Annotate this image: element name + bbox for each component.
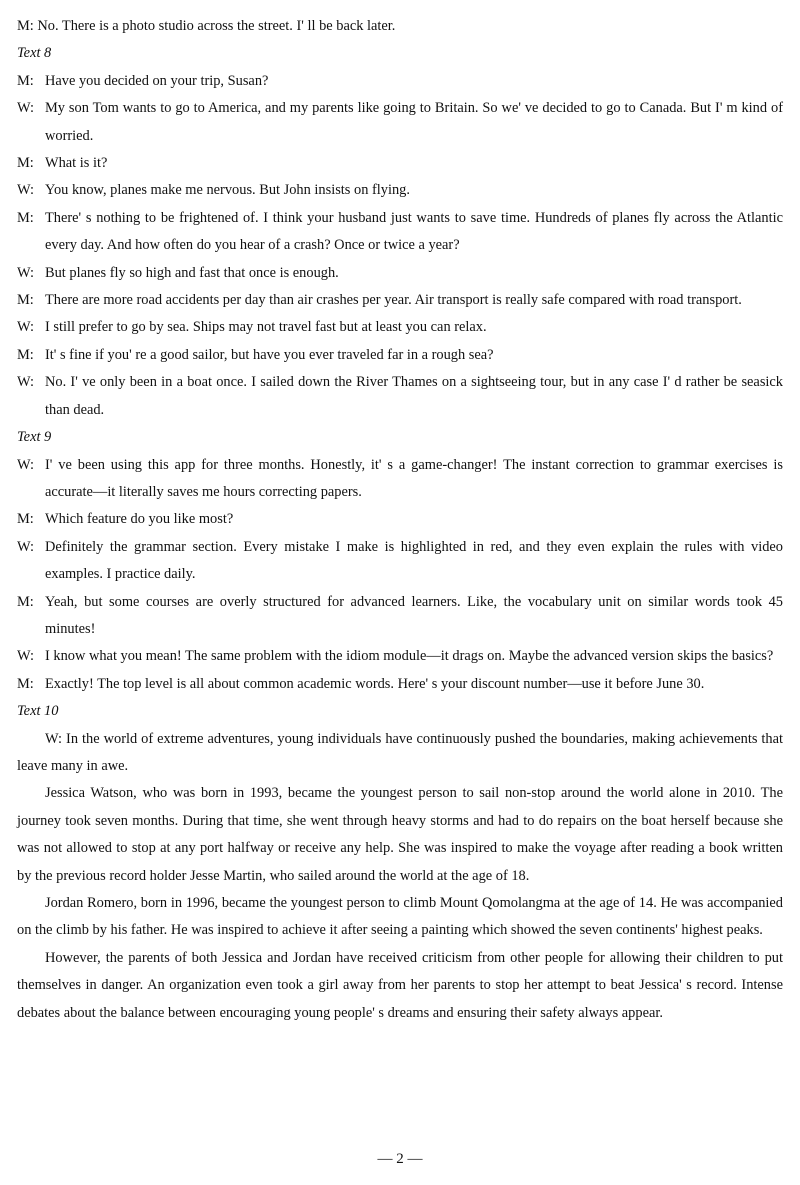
dialogue-line xyxy=(17,177,783,204)
dialogue-line xyxy=(17,589,783,644)
section-heading-text9: Text 9 xyxy=(17,429,52,446)
speaker-label: W: xyxy=(17,100,35,117)
dialogue-line xyxy=(17,314,783,341)
dialogue-text: I' ve been using this app for three months. Honestly, it' s a game-changer! The instant correction to grammar exercises is accurate—it literally saves me hours correcting papers. xyxy=(45,456,783,500)
dialogue-line xyxy=(17,534,783,589)
speaker-label: M: xyxy=(17,155,34,172)
dialogue-text: Definitely the grammar section. Every mistake I make is highlighted in red, and they even explain the rules with video examples. I practice daily. xyxy=(45,538,783,583)
dialogue-line xyxy=(17,643,783,670)
monologue-paragraph: W: In the world of extreme adventures, young individuals have continuously pushed the boundaries, making achievements that leave many in awe. xyxy=(17,730,783,774)
dialogue-text: No. I' ve only been in a boat once. I sailed down the River Thames on a sightseeing tour, but in any case I' d rather be seasick than dead. xyxy=(45,374,783,418)
dialogue-line xyxy=(17,68,783,95)
page-number: — 2 — xyxy=(377,1151,423,1167)
dialogue-text: My son Tom wants to go to America, and my parents like going to Britain. So we' ve decided to go to Canada. But I' m kind of worried. xyxy=(45,100,783,144)
dialogue-text: You know, planes make me nervous. But John insists on flying. xyxy=(45,182,410,199)
speaker-label: W: xyxy=(17,538,35,555)
dialogue-text: But planes fly so high and fast that once is enough. xyxy=(45,264,339,281)
monologue-paragraph: Jessica Watson, who was born in 1993, became the youngest person to sail non-stop around the world alone in 2010. The journey took seven months. During that time, she went through heavy storms and had to do repairs on the boat herself because she was not allowed to stop at any port halfway or receive any help. She was inspired to make the voyage after reading a book written by the previous record holder Jesse Martin, who sailed around the world at the age of 18. xyxy=(17,785,783,884)
dialogue-text: Yeah, but some courses are overly structured for advanced learners. Like, the vocabulary unit on similar words took 45 minutes! xyxy=(45,593,783,637)
dialogue-text: Which feature do you like most? xyxy=(45,511,234,528)
speaker-label: M: xyxy=(17,292,34,309)
speaker-label: M: xyxy=(17,209,34,226)
dialogue-line xyxy=(17,671,783,698)
dialogue-text: Exactly! The top level is all about common academic words. Here' s your discount number—use it before June 30. xyxy=(45,675,705,692)
dialogue-text: It' s fine if you' re a good sailor, but have you ever traveled far in a rough sea? xyxy=(45,346,494,363)
monologue-paragraph: Jordan Romero, born in 1996, became the youngest person to climb Mount Qomolangma at the age of 14. He was accompanied on the climb by his father. He was inspired to achieve it after seeing a painting which showed the seven continents' highest peaks. xyxy=(17,895,783,939)
dialogue-line xyxy=(17,205,783,260)
speaker-label: M: xyxy=(17,72,34,89)
dialogue-text: I know what you mean! The same problem with the idiom module—it drags on. Maybe the advanced version skips the basics? xyxy=(45,648,774,665)
dialogue-line xyxy=(17,342,783,369)
dialogue-text: What is it? xyxy=(45,155,108,172)
section-heading-text8: Text 8 xyxy=(17,45,52,62)
dialogue-text: There are more road accidents per day than air crashes per year. Air transport is really safe compared with road transport. xyxy=(45,292,742,309)
dialogue-text: There' s nothing to be frightened of. I think your husband just wants to save time. Hundreds of planes fly across the Atlantic every day. And how often do you hear of a crash? Once or twice a year? xyxy=(45,209,783,254)
dialogue-line xyxy=(17,287,783,314)
speaker-label: W: xyxy=(17,648,35,665)
speaker-label: M: xyxy=(17,675,34,692)
dialogue-text: I still prefer to go by sea. Ships may not travel fast but at least you can relax. xyxy=(45,319,487,336)
speaker-label: M: xyxy=(17,346,34,363)
speaker-label: M: xyxy=(17,593,34,610)
dialogue-line xyxy=(17,506,783,533)
monologue-paragraph: However, the parents of both Jessica and Jordan have received criticism from other people for allowing their children to put themselves in danger. An organization even took a girl away from her parents to stop her attempt to beat Jessica' s record. Intense debates about the balance between encouraging young people' s dreams and ensuring their safety always appear. xyxy=(17,949,783,1021)
speaker-label: W: xyxy=(17,319,35,336)
speaker-label: W: xyxy=(17,264,35,281)
speaker-label: M: xyxy=(17,511,34,528)
dialogue-text: Have you decided on your trip, Susan? xyxy=(45,72,269,89)
transcript-content xyxy=(17,13,783,1027)
dialogue-line xyxy=(17,452,783,507)
section-heading-text10: Text 10 xyxy=(17,703,59,720)
speaker-label: W: xyxy=(17,374,35,391)
speaker-label: W: xyxy=(17,182,35,199)
speaker-label: W: xyxy=(17,456,35,473)
dialogue-line xyxy=(17,369,783,424)
dialogue-line xyxy=(17,95,783,150)
text7-closing-line: M: No. There is a photo studio across the street. I' ll be back later. xyxy=(17,18,396,34)
dialogue-line xyxy=(17,150,783,177)
dialogue-line xyxy=(17,260,783,287)
